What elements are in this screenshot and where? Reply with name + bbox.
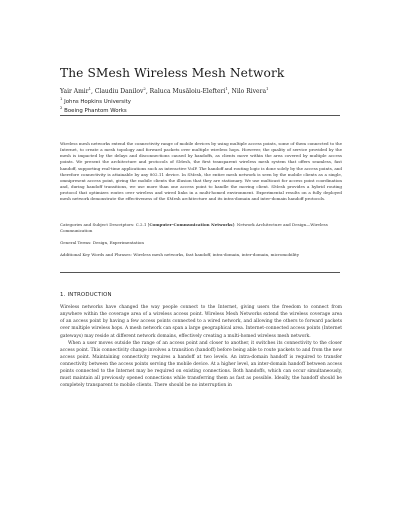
affiliation-mark: 1 <box>60 96 63 101</box>
affiliation-name: Johns Hopkins University <box>64 98 131 105</box>
subject-categories <box>60 222 342 234</box>
author-name: Claudiu Danilov <box>94 88 144 95</box>
author-list: Yair Amir$^1$, Claudiu Danilov$^2$, Raluca Musăloiu-Elefteri$^1$, Nilo Rivera$^1$ <box>60 86 269 95</box>
affiliation-name: Boeing Phantom Works <box>64 107 127 114</box>
paragraph: When a user moves outside the range of an access point and closer to another, it switches its connectivity to the closer access point. This connectivity change involves a transition (handoff) before being able to route packets to and from the new access point. Maintaining connectivity requires a handoff at two levels. An intra-domain handoff is required to transfer connectivity between the access points serving the mobile device. At a higher level, an inter-domain handoff between access points connected to the Internet may be required on existing connections. Both handoffs, which can occur simultaneously, must maintain all previously opened connections while transferring them as fast as possible. Ideally, the handoff should be completely transparent to mobile clients. There should be no interruption in <box>60 340 342 389</box>
abstract-text: Wireless mesh networks extend the connectivity range of mobile devices by using multiple access points, some of them connected to the Internet, to create a mesh topology and forward packets over multiple wireless hops. However, the quality of service provided by the mesh is impacted by the delays and disconnections caused by handoffs, as clients move within the area covered by multiple access points. We present the architecture and protocols of SMesh, the first transparent wireless mesh system that offers seamless, fast handoff, supporting real-time applications such as interactive VoIP. The handoff and routing logic is done solely by the access points, and therefore connectivity is attainable by any 802.11 device. In SMesh, the entire mesh network is seen by the mobile clients as a single, omnipresent access point, giving the mobile clients the illusion that they are stationary. We use multicast for access point coordination and, during handoff transitions, we use more than one access point to handle the moving client. SMesh provides a hybrid routing protocol that optimizes routes over wireless and wired links in a multi-homed environment. Experimental results on a fully deployed mesh network demonstrate the effectiveness of the SMesh architecture and its intra-domain and inter-domain handoff protocols. <box>60 141 342 202</box>
categories-line <box>60 222 342 234</box>
author-affil-mark: 1 <box>225 86 228 91</box>
general-terms <box>60 240 342 246</box>
keywords-label: Additional Key Words and Phrases: <box>60 252 132 257</box>
abstract <box>60 141 342 203</box>
author-affil-mark: 1 <box>266 86 269 91</box>
author-name: Raluca Musăloiu-Elefteri <box>149 88 226 95</box>
terms-label: General Terms: <box>60 240 92 245</box>
affiliation-mark: 2 <box>60 105 63 110</box>
categories-ref: C.2.1 [ <box>135 222 150 227</box>
divider <box>60 272 340 273</box>
terms-value: Design, Experimentation <box>92 240 144 245</box>
affiliation <box>60 96 131 105</box>
author-name: Yair Amir <box>60 88 89 95</box>
keywords-line <box>60 252 342 258</box>
categories-bold: Computer-Communication Networks <box>149 222 233 227</box>
paper-title: The SMesh Wireless Mesh Network <box>60 66 285 80</box>
keywords-value: Wireless mesh networks, fast handoff, intra-domain, inter-domain, micromobility <box>133 252 300 257</box>
affiliation <box>60 105 127 114</box>
categories-rest: ]: Network Architecture and Design—Wireless Communication <box>60 222 328 234</box>
terms-line <box>60 240 342 246</box>
author-affil-mark: 1 <box>88 86 91 91</box>
introduction-body <box>60 304 342 390</box>
author-affil-mark: 2 <box>143 86 146 91</box>
section-heading: 1. INTRODUCTION <box>60 292 112 298</box>
keywords <box>60 252 342 258</box>
paragraph: Wireless networks have changed the way people connect to the Internet, giving users the freedom to connect from anywhere within the coverage area of a wireless access point. Wireless Mesh Networks extend the wireless coverage area of an access point by having a few access points connected to a wired network, and allowing the others to forward packets over multiple wireless hops. A mesh network can span a large geographical area. Internet-connected access points (Internet gateways) may reside at different network domains, effectively creating a multi-homed wireless mesh network. <box>60 305 342 339</box>
categories-label: Categories and Subject Descriptors: <box>60 222 135 227</box>
divider <box>60 115 340 116</box>
author-name: Nilo Rivera <box>231 88 267 95</box>
